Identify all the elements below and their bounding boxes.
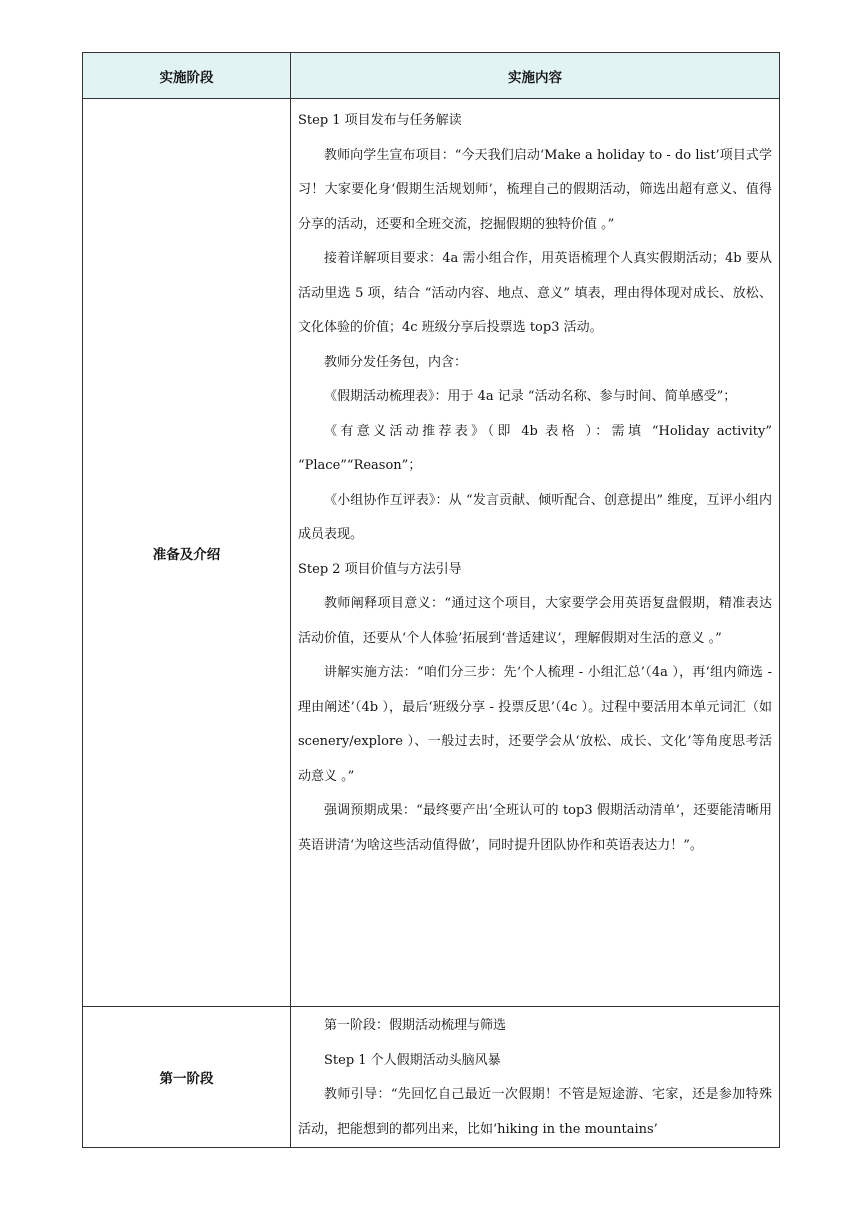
implementation-table: [82, 52, 780, 1148]
paragraph: 接着详解项目要求：4a 需小组合作，用英语梳理个人真实假期活动；4b 要从活动里选 5 项，结合 “活动内容、地点、意义” 填表，理由得体现对成长、放松、文化体验的价值；4c 班级分享后投票选 top3 活动。: [298, 251, 772, 335]
header-stage: 实施阶段: [83, 53, 291, 99]
step-heading: Step 1 项目发布与任务解读: [298, 113, 462, 128]
paragraph: 《假期活动梳理表》：用于 4a 记录 “活动名称、参与时间、简单感受”；: [324, 389, 737, 404]
paragraph: 《有意义活动推荐表》（即 4b 表格 ）：需填 “Holiday activity” “Place”“Reason”；: [298, 423, 772, 473]
paragraph: 强调预期成果：“最终要产出‘全班认可的 top3 假期活动清单’，还要能清晰用英语讲清‘为啥这些活动值得做’，同时提升团队协作和英语表达力！”。: [298, 803, 772, 853]
step-heading: Step 2 项目价值与方法引导: [298, 561, 462, 577]
paragraph: 教师引导：“先回忆自己最近一次假期！不管是短途游、宅家，还是参加特殊活动，把能想到的都列出来，比如‘hiking in the mountains’: [298, 1087, 772, 1137]
phase-heading: 第一阶段：假期活动梳理与筛选: [324, 1018, 507, 1033]
table-row: [83, 1007, 780, 1148]
stage-cell: 第一阶段: [83, 1007, 291, 1148]
content-cell: [291, 99, 780, 1007]
table-header-row: [83, 53, 780, 99]
paragraph: 教师向学生宣布项目：“今天我们启动‘Make a holiday to - do list’项目式学习！大家要化身‘假期生活规划师’，梳理自己的假期活动，筛选出超有意义、值得分享的活动，还要和全班交流，挖掘假期的独特价值 。”: [298, 147, 772, 232]
paragraph: 讲解实施方法：“咱们分三步：先‘个人梳理 - 小组汇总’（4a ），再‘组内筛选 - 理由阐述’（4b ），最后‘班级分享 - 投票反思’（4c ）。过程中要活用本单元词汇（如 scenery/explore ）、一般过去时，还要学会从‘放松、成长、文化’等角度思考活动意义 。”: [298, 665, 772, 784]
paragraph: 教师阐释项目意义：“通过这个项目，大家要学会用英语复盘假期，精准表达活动价值，还要从‘个人体验’拓展到‘普适建议’，理解假期对生活的意义 。”: [298, 596, 772, 646]
stage-cell: 准备及介绍: [83, 99, 291, 1007]
paragraph: 教师分发任务包，内含：: [324, 354, 468, 370]
paragraph: 《小组协作互评表》：从 “发言贡献、倾听配合、创意提出” 维度，互评小组内成员表现。: [298, 492, 772, 542]
table-row: [83, 99, 780, 1007]
step-heading: Step 1 个人假期活动头脑风暴: [324, 1052, 501, 1068]
content-cell: [291, 1007, 780, 1148]
header-content: 实施内容: [291, 53, 780, 99]
